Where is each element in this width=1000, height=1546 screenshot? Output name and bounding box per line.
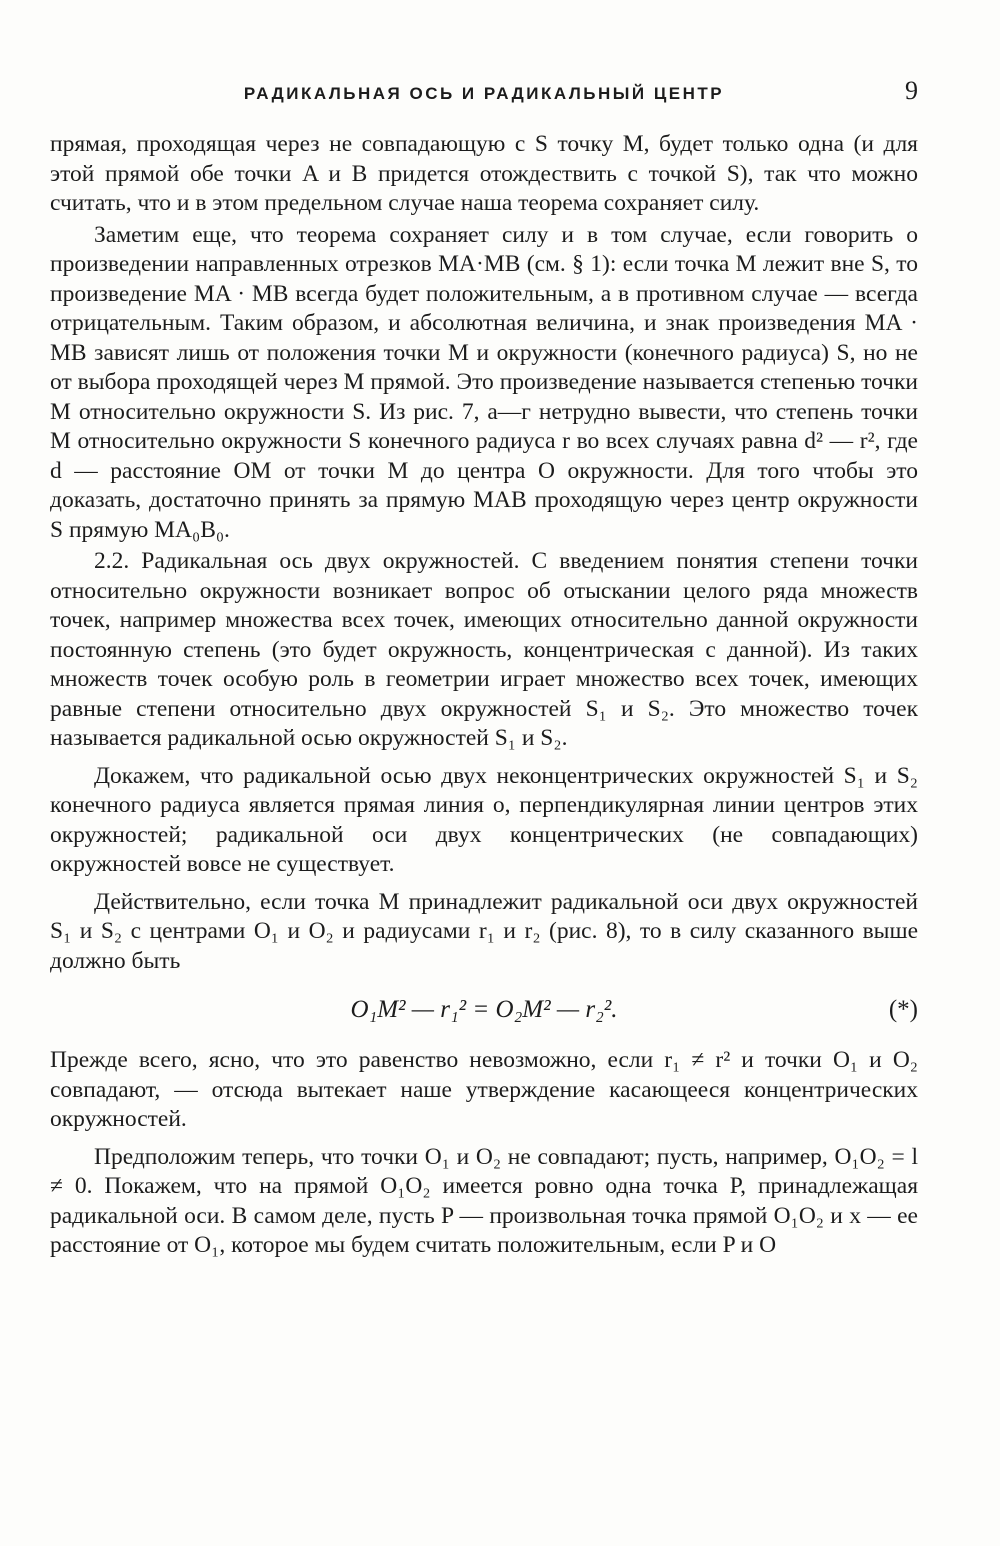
chapter-title: РАДИКАЛЬНАЯ ОСЬ И РАДИКАЛЬНЫЙ ЦЕНТР — [243, 84, 725, 103]
body-text — [50, 130, 918, 1261]
page-number: 9 — [905, 76, 918, 105]
paragraph-1: прямая, проходящая через не совпадающую с S точку M, будет только одна (и для этой прямой обе точки A и B придется отождествить с точкой S), так что можно считать, что и в этом предельном случае наша теорема сохраняет силу. — [50, 131, 918, 216]
paragraph-5: Действительно, если точка M принадлежит радикальной оси двух окружностей S₁ и S₂ с центрами O₁ и O₂ и радиусами r₁ и r₂ (рис. 8), то в силу сказанного выше должно быть — [50, 888, 918, 974]
paragraph-2: Заметим еще, что теорема сохраняет силу и в том случае, если говорить о произведении направленных отрезков MA·MB (см. § 1): если точка M лежит вне S, то произведение MA · MB всегда будет положительным, а в противном случае — всегда отрицательным. Таким образом, и абсолютная величина, и знак произведения MA · MB зависят лишь от положения точки M и окружности (конечного радиуса) S, но не от выбора проходящей через M прямой. Это произведение называется степенью точки M относительно окружности S. Из рис. 7, а—г нетрудно вывести, что степень точки M относительно окружности S конечного радиуса r во всех случаях равна d² — r², где d — расстояние OM от точки M до центра O окружности. Для того чтобы это доказать, достаточно принять за прямую MAB проходящую через центр окружности S прямую MA₀B₀. — [50, 221, 918, 543]
formula-expression: O₁M² — r₁² = O₂M² — r₂². — [350, 996, 618, 1023]
theorem-paragraph: Докажем, что радикальной осью двух неконцентрических окружностей S₁ и S₂ конечного радиуса является прямая линия o, перпендикулярная линии центров этих окружностей; радикальной оси двух концентрических (не совпадающих) окружностей вовсе не существует. — [50, 762, 918, 877]
section-2-2-paragraph: 2.2. Радикальная ось двух окружностей. С введением понятия степени точки относительно окружности возникает вопрос об отыскании целого ряда множеств точек, например множества всех точек, имеющих относительно данной окружности постоянную степень (это будет окружность, концентрическая с данной). Из таких множеств точек особую роль в геометрии играет множество всех точек, имеющих равные степени относительно двух окружностей S₁ и S₂. Это множество точек называется радикальной осью окружностей S₁ и S₂. — [50, 548, 918, 751]
formula-tag: (*) — [888, 996, 918, 1023]
display-formula — [50, 984, 918, 1040]
book-page — [50, 72, 918, 1263]
paragraph-7: Предположим теперь, что точки O₁ и O₂ не совпадают; пусть, например, O₁O₂ = l ≠ 0. Покажем, что на прямой O₁O₂ имеется ровно одна точка P, принадлежащая радикальной оси. В самом деле, пусть P — произвольная точка прямой O₁O₂ и x — ее расстояние от O₁, которое мы будем считать положительным, если P и O — [50, 1143, 918, 1258]
running-head — [50, 72, 918, 112]
paragraph-6: Прежде всего, ясно, что это равенство невозможно, если r₁ ≠ r² и точки O₁ и O₂ совпадают, — отсюда вытекает наше утверждение касающееся концентрических окружностей. — [50, 1047, 918, 1132]
